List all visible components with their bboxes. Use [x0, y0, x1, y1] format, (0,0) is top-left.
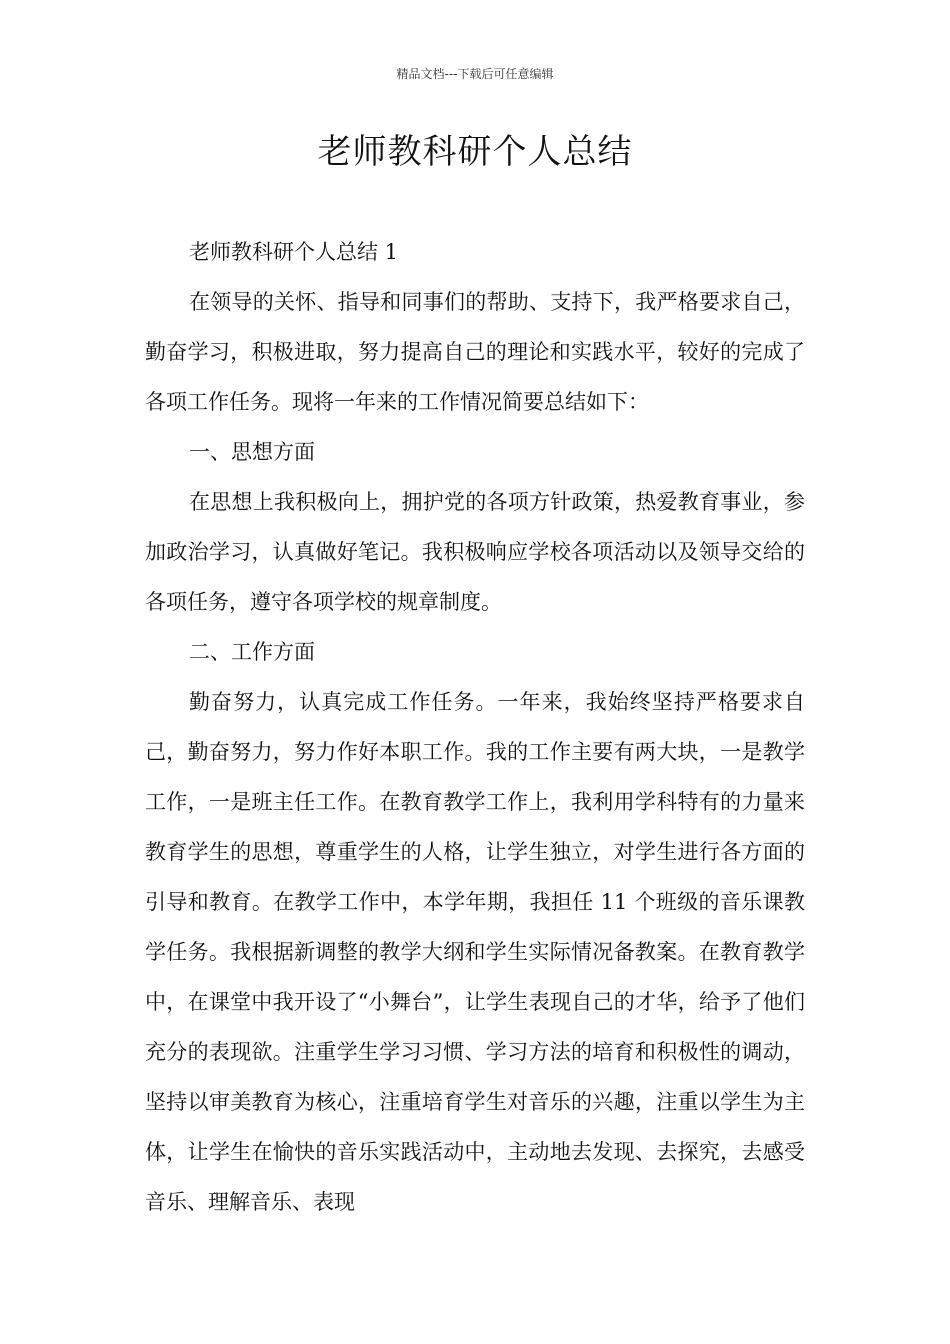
page-header-note: 精品文档---下载后可任意编辑 — [396, 67, 554, 81]
thought-paragraph: 在思想上我积极向上，拥护党的各项方针政策，热爱教育事业，参加政治学习，认真做好笔记。我积极响应学校各项活动以及领导交给的各项任务，遵守各项学校的规章制度。 — [145, 490, 805, 614]
section-heading-1: 老师教科研个人总结 1 — [189, 240, 399, 264]
work-paragraph: 勤奋努力，认真完成工作任务。一年来，我始终坚持严格要求自己，勤奋努力，努力作好本职工作。我的工作主要有两大块，一是教学工作，一是班主任工作。在教育教学工作上，我利用学科特有的力量来教育学生的思想，尊重学生的人格，让学生独立，对学生进行各方面的引导和教育。在教学工作中，本学年期，我担任 11 个班级的音乐课教学任务。我根据新调整的教学大纲和学生实际情况备教案。在教育教学中，在课堂中我开设了“小舞台”，让学生表现自己的才华，给予了他们充分的表现欲。注重学生学习习惯、学习方法的培育和积极性的调动，坚持以审美教育为核心，注重培育学生对音乐的兴趣，注重以学生为主体，让学生在愉快的音乐实践活动中，主动地去发现、去探究，去感受音乐、理解音乐、表现 — [145, 690, 805, 1214]
document-title: 老师教科研个人总结 — [317, 132, 633, 172]
section-heading-thought: 一、思想方面 — [189, 440, 315, 464]
section-heading-work: 二、工作方面 — [189, 640, 315, 664]
intro-paragraph: 在领导的关怀、指导和同事们的帮助、支持下，我严格要求自己，勤奋学习，积极进取，努力提高自己的理论和实践水平，较好的完成了各项工作任务。现将一年来的工作情况简要总结如下： — [145, 290, 805, 414]
document-body — [145, 227, 805, 1227]
